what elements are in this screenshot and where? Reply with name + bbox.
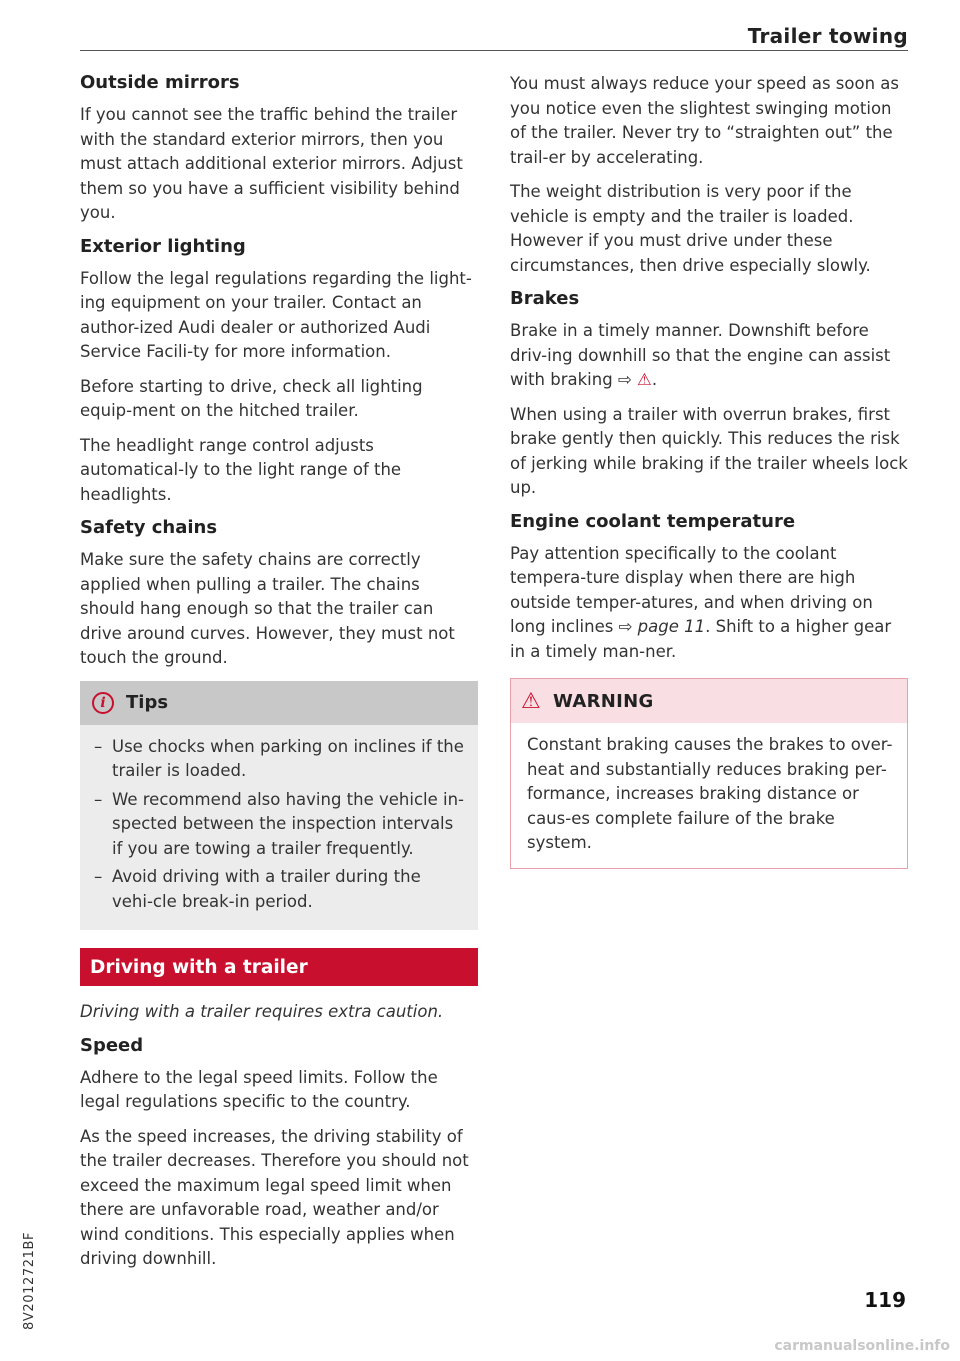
tips-title: Tips xyxy=(126,692,169,713)
safety-chains-text: Make sure the safety chains are correctly applied when pulling a trailer. The chains should hang enough so that the trailer can drive around curves. However, they must not touch the ground. xyxy=(80,550,455,667)
warning-box xyxy=(510,678,908,869)
warning-header xyxy=(511,679,907,723)
warning-body: Constant braking causes the brakes to over-heat and substantially reduces braking per-formance, increases braking distance or caus-es complete failure of the brake system. xyxy=(527,735,893,852)
warning-icon: ⚠ xyxy=(521,688,542,714)
speed-text-1: Adhere to the legal speed limits. Follow the legal regulations specific to the country. xyxy=(80,1067,438,1111)
tips-item: – Use chocks when parking on inclines if the trailer is loaded. xyxy=(92,735,466,784)
tips-item: – We recommend also having the vehicle in-spected between the inspection intervals if you are towing a trailer frequently. xyxy=(92,788,466,862)
warning-triangle-icon[interactable]: ⚠ xyxy=(637,370,652,389)
page-reference-link[interactable]: ⇨ page 11 xyxy=(618,617,706,636)
tips-list xyxy=(80,735,478,915)
document-code: 8V2012721BF xyxy=(22,1231,37,1330)
tips-item: – Avoid driving with a trailer during the vehi-cle break-in period. xyxy=(92,865,466,914)
page-number: 119 xyxy=(864,1288,906,1312)
brakes-text-2: When using a trailer with overrun brakes, first brake gently then quickly. This reduces the risk of jerking while braking if the trailer wheels lock up. xyxy=(510,404,908,497)
brakes-text-1-body: Brake in a timely manner. Downshift before driv-ing downhill so that the engine can assist with braking xyxy=(510,321,891,389)
tips-box xyxy=(80,681,478,931)
speed-continued-text-1: You must always reduce your speed as soon as you notice even the slightest swinging motion of the trailer. Never try to “straighten out” the trail-er by accelerating. xyxy=(510,74,899,167)
coolant-text-body: Pay attention specifically to the coolant tempera-ture display when there are high outside temper-atures, and when driving on long inclines xyxy=(510,543,873,636)
info-icon: i xyxy=(92,692,114,714)
speed-heading: Speed xyxy=(80,1034,144,1056)
header-rule xyxy=(80,50,908,51)
safety-chains-heading: Safety chains xyxy=(80,517,218,538)
right-column xyxy=(510,72,908,869)
coolant-heading: Engine coolant temperature xyxy=(510,510,796,532)
coolant-text-end: . Shift to a higher gear in a timely man-ner. xyxy=(510,617,892,661)
speed-text-2: As the speed increases, the driving stability of the trailer decreases. Therefore you should not exceed the maximum legal speed limit when there are unfavorable road, weather and/or wind conditions. This especially applies when driving downhill. xyxy=(80,1126,469,1268)
exterior-lighting-text-1: Follow the legal regulations regarding the light-ing equipment on your trailer. Contact an author-ized Audi dealer or authorized Audi Service Facili-ty for more information. xyxy=(80,268,472,361)
brakes-heading: Brakes xyxy=(510,288,580,309)
exterior-lighting-heading: Exterior lighting xyxy=(80,235,246,257)
section-banner-driving-with-trailer: Driving with a trailer xyxy=(80,948,478,986)
outside-mirrors-heading: Outside mirrors xyxy=(80,72,240,93)
brakes-text-1-end: . xyxy=(651,370,658,389)
warning-title: WARNING xyxy=(553,690,654,712)
tips-header xyxy=(80,681,478,725)
outside-mirrors-text: If you cannot see the traffic behind the trailer with the standard exterior mirrors, then you must attach additional exterior mirrors. Adjust them so you have a sufficient visibility behind you. xyxy=(80,105,463,222)
section-intro: Driving with a trailer requires extra caution. xyxy=(80,1002,444,1021)
watermark: carmanualsonline.info xyxy=(774,1338,950,1354)
running-title: Trailer towing xyxy=(747,24,908,48)
left-column xyxy=(80,72,478,1282)
brakes-text-1 xyxy=(510,319,908,393)
coolant-text xyxy=(510,542,908,665)
exterior-lighting-text-2: Before starting to drive, check all lighting equip-ment on the hitched trailer. xyxy=(80,376,423,420)
exterior-lighting-text-3: The headlight range control adjusts automatical-ly to the light range of the headlights. xyxy=(80,435,402,504)
cross-reference-arrow[interactable]: ⇨ xyxy=(617,370,632,389)
speed-continued-text-2: The weight distribution is very poor if the vehicle is empty and the trailer is loaded. However if you must drive under these circumstances, then drive especially slowly. xyxy=(510,182,871,275)
